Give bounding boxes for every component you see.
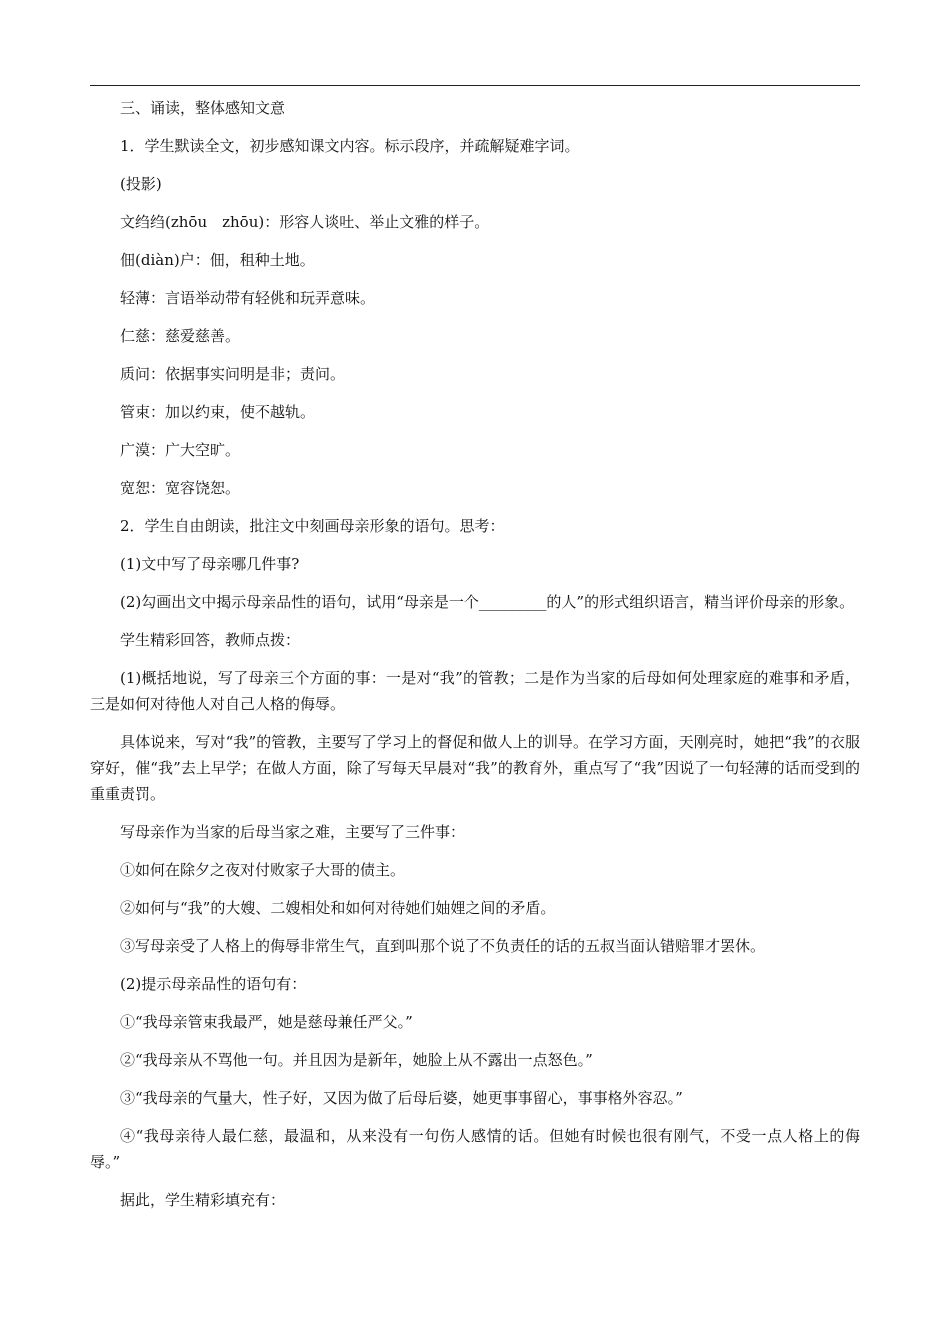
vocab-item: 佃(diàn)户：佃，租种土地。 [120,251,315,269]
paragraph: 2．学生自由朗读，批注文中刻画母亲形象的语句。思考： [120,517,505,535]
quote-item: ④“我母亲待人最仁慈，最温和，从来没有一句伤人感情的话。但她有时候也很有刚气，不受一点人格上的侮辱。” [90,1127,860,1171]
paragraph: 写母亲作为当家的后母当家之难，主要写了三件事： [120,823,466,841]
quote-item: ③“我母亲的气量大，性子好，又因为做了后母后婆，她更事事留心，事事格外容忍。” [120,1089,683,1107]
answer: (1)概括地说，写了母亲三个方面的事：一是对“我”的管教；二是作为当家的后母如何处理家庭的难事和矛盾，三是如何对待他人对自己人格的侮辱。 [90,669,860,713]
list-item: ③写母亲受了人格上的侮辱非常生气，直到叫那个说了不负责任的话的五叔当面认错赔罪才罢休。 [120,937,766,955]
document-body [90,95,860,1225]
vocab-item: 文绉绉(zhōu zhōu)：形容人谈吐、举止文雅的样子。 [120,213,490,231]
list-item: ②如何与“我”的大嫂、二嫂相处和如何对待她们妯娌之间的矛盾。 [120,899,556,917]
paragraph: 1．学生默读全文，初步感知课文内容。标示段序，并疏解疑难字词。 [120,137,580,155]
paragraph: 据此，学生精彩填充有： [120,1191,286,1209]
paragraph: (投影) [120,175,162,193]
vocab-item: 广漠：广大空旷。 [120,441,241,459]
vocab-item: 轻薄：言语举动带有轻佻和玩弄意味。 [120,289,376,307]
answer: 具体说来，写对“我”的管教，主要写了学习上的督促和做人上的训导。在学习方面，天刚亮时，她把“我”的衣服穿好，催“我”去上早学；在做人方面，除了写每天早晨对“我”的教育外，重点写了“我”因说了一句轻薄的话而受到的重重责罚。 [90,733,860,803]
vocab-item: 管束：加以约束，使不越轨。 [120,403,316,421]
paragraph: 学生精彩回答，教师点拨： [120,631,301,649]
quote-item: ②“我母亲从不骂他一句。并且因为是新年，她脸上从不露出一点怒色。” [120,1051,593,1069]
quote-item: ①“我母亲管束我最严，她是慈母兼任严父。” [120,1013,413,1031]
vocab-item: 质问：依据事实问明是非；责问。 [120,365,346,383]
vocab-item: 宽恕：宽容饶恕。 [120,479,241,497]
question: (1)文中写了母亲哪几件事? [120,555,300,573]
answer: (2)提示母亲品性的语句有： [120,975,307,993]
list-item: ①如何在除夕之夜对付败家子大哥的债主。 [120,861,406,879]
question: (2)勾画出文中揭示母亲品性的语句，试用“母亲是一个_________的人”的形式组织语言，精当评价母亲的形象。 [120,593,855,611]
section-heading: 三、诵读，整体感知文意 [120,99,286,117]
header-rule [90,85,860,86]
vocab-item: 仁慈：慈爱慈善。 [120,327,241,345]
